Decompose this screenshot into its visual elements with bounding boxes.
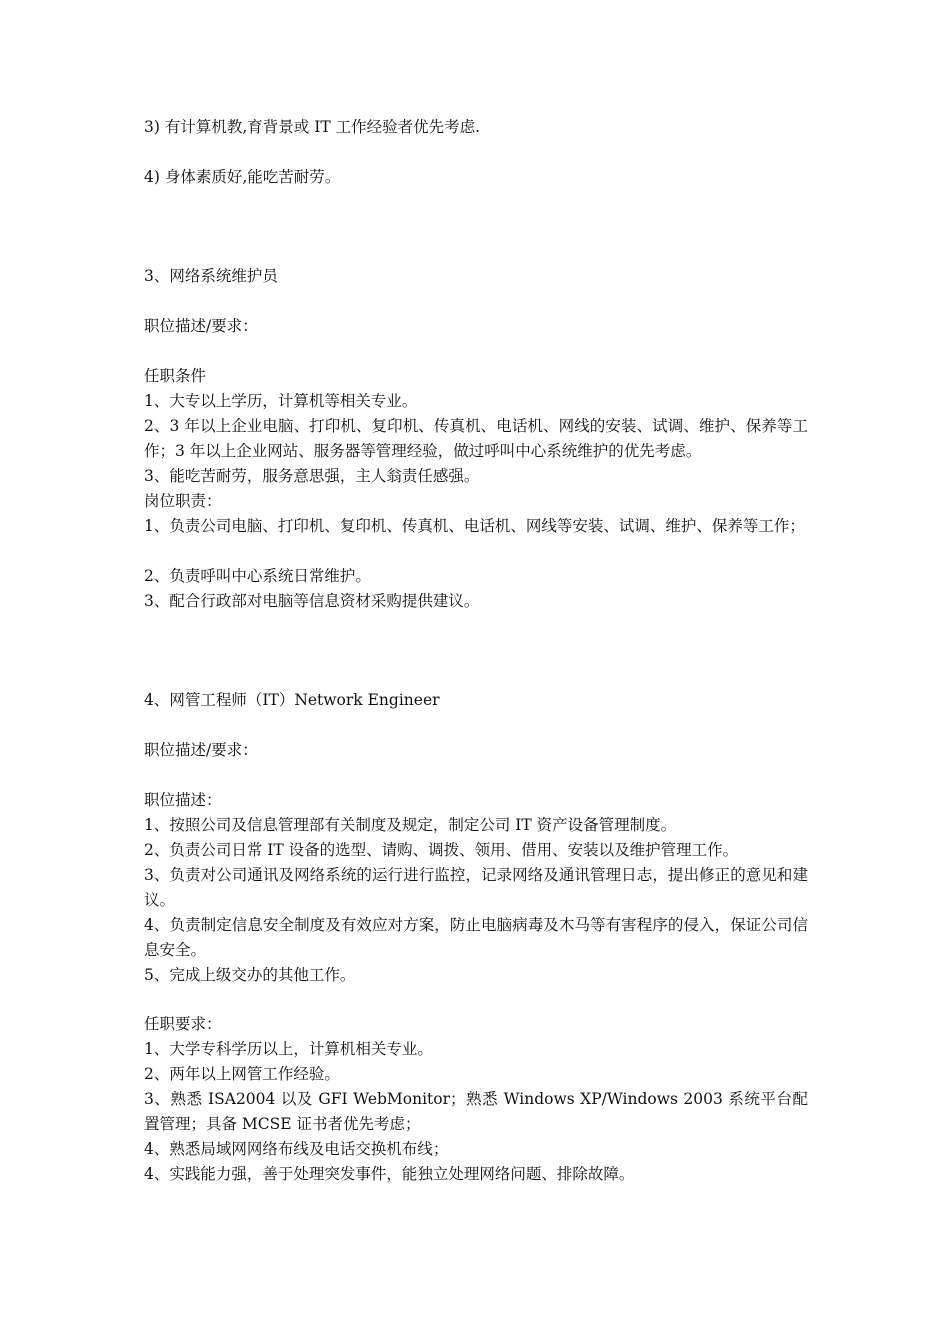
section-4-req-item: 1、大学专科学历以上，计算机相关专业。 [144, 1040, 433, 1058]
section-3-duty-heading: 岗位职责： [144, 492, 222, 510]
section-3-duty-item: 3、配合行政部对电脑等信息资材采购提供建议。 [144, 592, 480, 610]
section-3-qual-item: 3、能吃苦耐劳，服务意思强，主人翁责任感强。 [144, 467, 480, 485]
section-3-qual-heading: 任职条件 [144, 367, 207, 385]
section-3-qual-item: 1、大专以上学历，计算机等相关专业。 [144, 392, 418, 410]
section-3-desc-label: 职位描述/要求： [144, 317, 258, 335]
section-3-title: 3、网络系统维护员 [144, 267, 278, 285]
section-4-duty-item: 2、负责公司日常 IT 设备的选型、请购、调拨、领用、借用、安装以及维护管理工作。 [144, 841, 739, 859]
section-4-title: 4、网管工程师（IT）Network Engineer [144, 691, 440, 709]
section-4-duty-heading: 职位描述： [144, 791, 222, 809]
section-4-req-item: 4、熟悉局域网网络布线及电话交换机布线； [144, 1140, 449, 1158]
section-4-req-item: 2、两年以上网管工作经验。 [144, 1065, 340, 1083]
section-4-req-heading: 任职要求： [144, 1015, 222, 1033]
intro-item: 4) 身体素质好,能吃苦耐劳。 [144, 168, 341, 186]
section-4-duty-item: 1、按照公司及信息管理部有关制度及规定，制定公司 IT 资产设备管理制度。 [144, 816, 677, 834]
section-3-qual-item: 2、3 年以上企业电脑、打印机、复印机、传真机、电话机、网线的安装、试调、维护、保养等工作；3 年以上企业网站、服务器等管理经验，做过呼叫中心系统维护的优先考虑。 [144, 417, 808, 460]
section-4-duty-item: 3、负责对公司通讯及网络系统的运行进行监控，记录网络及通讯管理日志，提出修正的意见和建议。 [144, 866, 808, 909]
section-3-duty-item: 2、负责呼叫中心系统日常维护。 [144, 567, 371, 585]
section-4-duty-item: 4、负责制定信息安全制度及有效应对方案，防止电脑病毒及木马等有害程序的侵入，保证公司信息安全。 [144, 916, 808, 959]
intro-item: 3) 有计算机教,育背景或 IT 工作经验者优先考虑. [144, 118, 481, 136]
section-4-req-item: 4、实践能力强，善于处理突发事件，能独立处理网络问题、排除故障。 [144, 1165, 635, 1183]
section-4-desc-label: 职位描述/要求： [144, 741, 258, 759]
section-3-duty-item: 1、负责公司电脑、打印机、复印机、传真机、电话机、网线等安装、试调、维护、保养等工作； [144, 517, 805, 535]
section-4-duty-item: 5、完成上级交办的其他工作。 [144, 966, 356, 984]
section-4-req-item: 3、熟悉 ISA2004 以及 GFI WebMonitor；熟悉 Windows XP/Windows 2003 系统平台配置管理；具备 MCSE 证书者优先考虑； [144, 1090, 808, 1133]
